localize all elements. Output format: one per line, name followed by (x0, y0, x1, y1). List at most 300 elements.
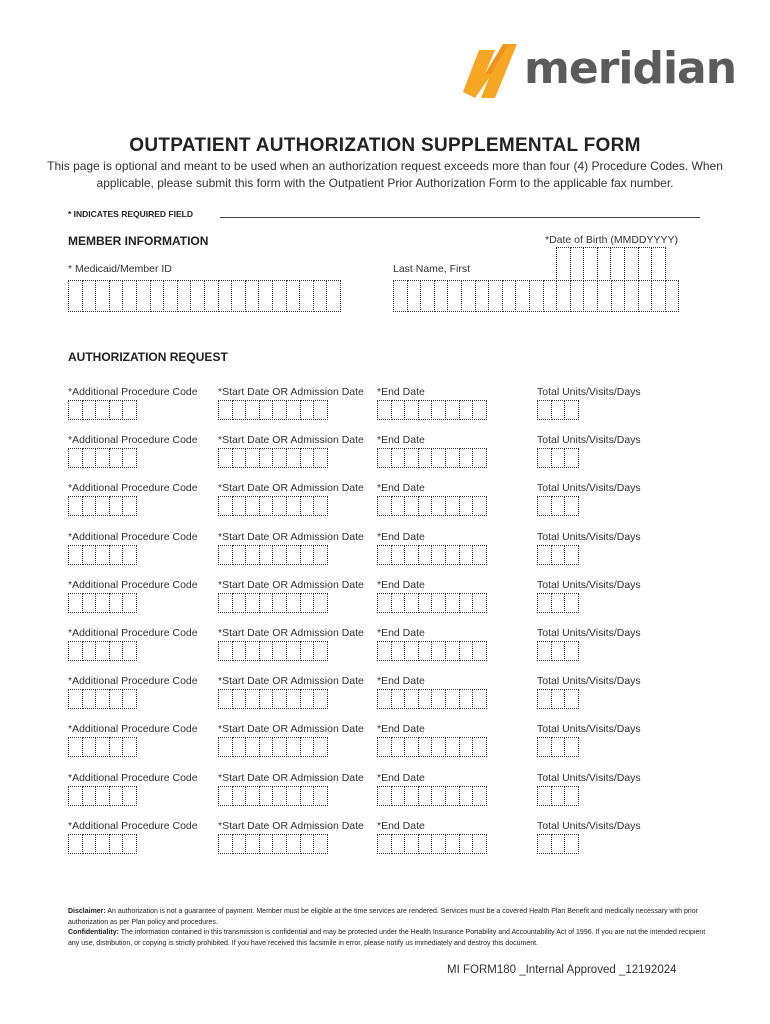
procedure-code-field[interactable] (68, 834, 136, 854)
procedure-code-char-box[interactable] (82, 545, 97, 565)
start-date-char-box[interactable] (218, 737, 233, 757)
end-date-char-box[interactable] (377, 400, 392, 420)
start-date-char-box[interactable] (272, 737, 287, 757)
total-units-char-box[interactable] (537, 496, 552, 516)
procedure-code-field[interactable] (68, 689, 136, 709)
end-date-char-box[interactable] (404, 400, 419, 420)
end-date-char-box[interactable] (418, 737, 433, 757)
start-date-char-box[interactable] (300, 737, 315, 757)
end-date-char-box[interactable] (459, 786, 474, 806)
end-date-field[interactable] (377, 689, 486, 709)
start-date-char-box[interactable] (259, 400, 274, 420)
total-units-char-box[interactable] (537, 641, 552, 661)
end-date-field[interactable] (377, 400, 486, 420)
procedure-code-char-box[interactable] (122, 400, 137, 420)
end-date-char-box[interactable] (472, 593, 487, 613)
total-units-field[interactable] (537, 400, 578, 420)
start-date-field[interactable] (218, 400, 327, 420)
medicaid-id-char-box[interactable] (245, 280, 260, 312)
start-date-char-box[interactable] (232, 448, 247, 468)
start-date-char-box[interactable] (245, 593, 260, 613)
start-date-char-box[interactable] (232, 641, 247, 661)
end-date-char-box[interactable] (459, 593, 474, 613)
procedure-code-char-box[interactable] (68, 737, 83, 757)
end-date-char-box[interactable] (377, 593, 392, 613)
start-date-char-box[interactable] (300, 641, 315, 661)
end-date-char-box[interactable] (459, 448, 474, 468)
procedure-code-char-box[interactable] (68, 834, 83, 854)
dob-digit-box[interactable] (556, 247, 571, 281)
procedure-code-char-box[interactable] (109, 737, 124, 757)
medicaid-id-char-box[interactable] (204, 280, 219, 312)
member-name-char-box[interactable] (556, 280, 571, 312)
end-date-char-box[interactable] (377, 545, 392, 565)
start-date-char-box[interactable] (232, 496, 247, 516)
start-date-char-box[interactable] (313, 545, 328, 565)
start-date-char-box[interactable] (286, 641, 301, 661)
end-date-char-box[interactable] (418, 641, 433, 661)
member-name-char-box[interactable] (638, 280, 653, 312)
dob-digit-box[interactable] (597, 247, 612, 281)
start-date-char-box[interactable] (300, 400, 315, 420)
procedure-code-char-box[interactable] (122, 496, 137, 516)
end-date-char-box[interactable] (404, 448, 419, 468)
start-date-char-box[interactable] (232, 834, 247, 854)
procedure-code-char-box[interactable] (122, 593, 137, 613)
member-name-char-box[interactable] (624, 280, 639, 312)
medicaid-id-char-box[interactable] (326, 280, 341, 312)
procedure-code-char-box[interactable] (82, 737, 97, 757)
end-date-char-box[interactable] (418, 786, 433, 806)
start-date-char-box[interactable] (218, 689, 233, 709)
start-date-char-box[interactable] (232, 545, 247, 565)
end-date-char-box[interactable] (445, 400, 460, 420)
medicaid-id-char-box[interactable] (136, 280, 151, 312)
start-date-char-box[interactable] (300, 786, 315, 806)
member-name-char-box[interactable] (665, 280, 680, 312)
total-units-char-box[interactable] (564, 786, 579, 806)
start-date-char-box[interactable] (259, 689, 274, 709)
member-name-char-box[interactable] (583, 280, 598, 312)
end-date-char-box[interactable] (404, 593, 419, 613)
end-date-char-box[interactable] (418, 400, 433, 420)
procedure-code-char-box[interactable] (95, 689, 110, 709)
medicaid-id-char-box[interactable] (109, 280, 124, 312)
start-date-char-box[interactable] (259, 496, 274, 516)
start-date-char-box[interactable] (218, 496, 233, 516)
member-name-char-box[interactable] (543, 280, 558, 312)
start-date-char-box[interactable] (259, 737, 274, 757)
medicaid-id-field[interactable] (68, 280, 340, 312)
end-date-char-box[interactable] (445, 689, 460, 709)
end-date-char-box[interactable] (391, 496, 406, 516)
medicaid-id-char-box[interactable] (299, 280, 314, 312)
end-date-char-box[interactable] (404, 641, 419, 661)
end-date-char-box[interactable] (391, 400, 406, 420)
procedure-code-field[interactable] (68, 786, 136, 806)
start-date-char-box[interactable] (272, 400, 287, 420)
start-date-char-box[interactable] (286, 737, 301, 757)
end-date-char-box[interactable] (391, 737, 406, 757)
medicaid-id-char-box[interactable] (163, 280, 178, 312)
total-units-field[interactable] (537, 737, 578, 757)
member-name-char-box[interactable] (393, 280, 408, 312)
start-date-char-box[interactable] (218, 448, 233, 468)
start-date-char-box[interactable] (272, 689, 287, 709)
total-units-field[interactable] (537, 689, 578, 709)
end-date-char-box[interactable] (391, 593, 406, 613)
procedure-code-char-box[interactable] (95, 448, 110, 468)
end-date-char-box[interactable] (391, 448, 406, 468)
end-date-char-box[interactable] (431, 400, 446, 420)
start-date-char-box[interactable] (245, 496, 260, 516)
end-date-char-box[interactable] (418, 545, 433, 565)
procedure-code-char-box[interactable] (122, 641, 137, 661)
end-date-char-box[interactable] (472, 737, 487, 757)
end-date-char-box[interactable] (431, 496, 446, 516)
total-units-char-box[interactable] (551, 834, 566, 854)
start-date-char-box[interactable] (245, 834, 260, 854)
end-date-field[interactable] (377, 448, 486, 468)
end-date-char-box[interactable] (377, 689, 392, 709)
start-date-char-box[interactable] (259, 834, 274, 854)
start-date-field[interactable] (218, 593, 327, 613)
procedure-code-char-box[interactable] (95, 545, 110, 565)
start-date-char-box[interactable] (218, 786, 233, 806)
end-date-char-box[interactable] (391, 641, 406, 661)
total-units-char-box[interactable] (564, 448, 579, 468)
start-date-char-box[interactable] (259, 786, 274, 806)
end-date-char-box[interactable] (472, 641, 487, 661)
total-units-char-box[interactable] (537, 689, 552, 709)
medicaid-id-char-box[interactable] (313, 280, 328, 312)
member-name-char-box[interactable] (488, 280, 503, 312)
end-date-char-box[interactable] (431, 689, 446, 709)
total-units-field[interactable] (537, 641, 578, 661)
procedure-code-char-box[interactable] (95, 641, 110, 661)
medicaid-id-char-box[interactable] (258, 280, 273, 312)
end-date-char-box[interactable] (459, 545, 474, 565)
dob-digit-box[interactable] (624, 247, 639, 281)
total-units-char-box[interactable] (564, 400, 579, 420)
end-date-char-box[interactable] (459, 496, 474, 516)
total-units-char-box[interactable] (551, 400, 566, 420)
medicaid-id-char-box[interactable] (231, 280, 246, 312)
start-date-char-box[interactable] (218, 834, 233, 854)
total-units-char-box[interactable] (537, 593, 552, 613)
start-date-char-box[interactable] (245, 737, 260, 757)
procedure-code-char-box[interactable] (82, 641, 97, 661)
start-date-char-box[interactable] (286, 786, 301, 806)
medicaid-id-char-box[interactable] (218, 280, 233, 312)
end-date-char-box[interactable] (431, 641, 446, 661)
start-date-char-box[interactable] (218, 545, 233, 565)
end-date-field[interactable] (377, 641, 486, 661)
total-units-char-box[interactable] (564, 641, 579, 661)
start-date-char-box[interactable] (286, 545, 301, 565)
start-date-char-box[interactable] (232, 400, 247, 420)
procedure-code-char-box[interactable] (68, 448, 83, 468)
start-date-char-box[interactable] (286, 593, 301, 613)
start-date-char-box[interactable] (259, 545, 274, 565)
procedure-code-field[interactable] (68, 737, 136, 757)
end-date-char-box[interactable] (472, 400, 487, 420)
end-date-char-box[interactable] (391, 786, 406, 806)
end-date-char-box[interactable] (404, 786, 419, 806)
end-date-char-box[interactable] (459, 834, 474, 854)
total-units-char-box[interactable] (537, 400, 552, 420)
procedure-code-char-box[interactable] (122, 545, 137, 565)
member-name-char-box[interactable] (461, 280, 476, 312)
start-date-char-box[interactable] (272, 593, 287, 613)
start-date-char-box[interactable] (245, 545, 260, 565)
procedure-code-field[interactable] (68, 641, 136, 661)
total-units-char-box[interactable] (551, 593, 566, 613)
member-name-char-box[interactable] (597, 280, 612, 312)
medicaid-id-char-box[interactable] (150, 280, 165, 312)
start-date-field[interactable] (218, 545, 327, 565)
start-date-char-box[interactable] (313, 689, 328, 709)
start-date-char-box[interactable] (218, 400, 233, 420)
start-date-char-box[interactable] (245, 786, 260, 806)
start-date-char-box[interactable] (232, 786, 247, 806)
end-date-char-box[interactable] (472, 786, 487, 806)
start-date-char-box[interactable] (272, 786, 287, 806)
procedure-code-char-box[interactable] (68, 641, 83, 661)
dob-digit-box[interactable] (570, 247, 585, 281)
start-date-char-box[interactable] (259, 641, 274, 661)
procedure-code-char-box[interactable] (95, 593, 110, 613)
end-date-char-box[interactable] (431, 786, 446, 806)
start-date-char-box[interactable] (272, 496, 287, 516)
procedure-code-char-box[interactable] (82, 448, 97, 468)
procedure-code-char-box[interactable] (95, 834, 110, 854)
start-date-char-box[interactable] (313, 641, 328, 661)
start-date-char-box[interactable] (232, 689, 247, 709)
medicaid-id-char-box[interactable] (177, 280, 192, 312)
total-units-char-box[interactable] (564, 593, 579, 613)
procedure-code-char-box[interactable] (109, 786, 124, 806)
member-name-char-box[interactable] (515, 280, 530, 312)
start-date-char-box[interactable] (313, 496, 328, 516)
start-date-char-box[interactable] (245, 448, 260, 468)
procedure-code-field[interactable] (68, 448, 136, 468)
total-units-char-box[interactable] (564, 496, 579, 516)
total-units-char-box[interactable] (551, 786, 566, 806)
end-date-char-box[interactable] (472, 496, 487, 516)
start-date-char-box[interactable] (245, 641, 260, 661)
end-date-char-box[interactable] (459, 641, 474, 661)
total-units-char-box[interactable] (551, 689, 566, 709)
total-units-char-box[interactable] (537, 834, 552, 854)
start-date-char-box[interactable] (245, 689, 260, 709)
end-date-char-box[interactable] (418, 834, 433, 854)
procedure-code-char-box[interactable] (68, 400, 83, 420)
end-date-char-box[interactable] (472, 545, 487, 565)
medicaid-id-char-box[interactable] (286, 280, 301, 312)
end-date-char-box[interactable] (418, 689, 433, 709)
member-name-char-box[interactable] (611, 280, 626, 312)
total-units-char-box[interactable] (551, 496, 566, 516)
start-date-char-box[interactable] (259, 448, 274, 468)
end-date-char-box[interactable] (418, 448, 433, 468)
dob-digit-box[interactable] (610, 247, 625, 281)
total-units-char-box[interactable] (551, 545, 566, 565)
end-date-char-box[interactable] (445, 496, 460, 516)
start-date-char-box[interactable] (313, 737, 328, 757)
start-date-char-box[interactable] (286, 834, 301, 854)
start-date-char-box[interactable] (286, 448, 301, 468)
end-date-char-box[interactable] (377, 786, 392, 806)
dob-digit-box[interactable] (638, 247, 653, 281)
end-date-char-box[interactable] (391, 545, 406, 565)
end-date-char-box[interactable] (472, 834, 487, 854)
procedure-code-char-box[interactable] (122, 737, 137, 757)
procedure-code-char-box[interactable] (68, 786, 83, 806)
start-date-field[interactable] (218, 641, 327, 661)
start-date-char-box[interactable] (300, 448, 315, 468)
start-date-field[interactable] (218, 834, 327, 854)
procedure-code-char-box[interactable] (82, 593, 97, 613)
end-date-char-box[interactable] (377, 496, 392, 516)
end-date-char-box[interactable] (404, 689, 419, 709)
end-date-char-box[interactable] (431, 593, 446, 613)
start-date-field[interactable] (218, 737, 327, 757)
start-date-char-box[interactable] (300, 593, 315, 613)
total-units-field[interactable] (537, 834, 578, 854)
end-date-char-box[interactable] (431, 737, 446, 757)
medicaid-id-char-box[interactable] (190, 280, 205, 312)
total-units-field[interactable] (537, 593, 578, 613)
member-name-char-box[interactable] (570, 280, 585, 312)
total-units-char-box[interactable] (564, 545, 579, 565)
procedure-code-char-box[interactable] (82, 400, 97, 420)
start-date-char-box[interactable] (313, 834, 328, 854)
procedure-code-char-box[interactable] (109, 689, 124, 709)
medicaid-id-char-box[interactable] (82, 280, 97, 312)
end-date-char-box[interactable] (391, 689, 406, 709)
start-date-char-box[interactable] (218, 593, 233, 613)
start-date-char-box[interactable] (272, 834, 287, 854)
start-date-char-box[interactable] (300, 834, 315, 854)
procedure-code-char-box[interactable] (95, 400, 110, 420)
member-name-char-box[interactable] (651, 280, 666, 312)
procedure-code-char-box[interactable] (122, 786, 137, 806)
start-date-char-box[interactable] (286, 400, 301, 420)
procedure-code-char-box[interactable] (109, 400, 124, 420)
procedure-code-char-box[interactable] (109, 593, 124, 613)
total-units-field[interactable] (537, 545, 578, 565)
procedure-code-char-box[interactable] (109, 834, 124, 854)
start-date-field[interactable] (218, 448, 327, 468)
end-date-char-box[interactable] (472, 448, 487, 468)
member-name-char-box[interactable] (434, 280, 449, 312)
procedure-code-char-box[interactable] (122, 834, 137, 854)
start-date-char-box[interactable] (300, 689, 315, 709)
end-date-char-box[interactable] (459, 689, 474, 709)
procedure-code-char-box[interactable] (68, 689, 83, 709)
start-date-char-box[interactable] (272, 641, 287, 661)
end-date-char-box[interactable] (377, 834, 392, 854)
start-date-char-box[interactable] (300, 545, 315, 565)
total-units-char-box[interactable] (564, 689, 579, 709)
start-date-char-box[interactable] (300, 496, 315, 516)
total-units-char-box[interactable] (551, 641, 566, 661)
end-date-char-box[interactable] (404, 545, 419, 565)
procedure-code-char-box[interactable] (68, 545, 83, 565)
procedure-code-char-box[interactable] (95, 496, 110, 516)
procedure-code-char-box[interactable] (82, 496, 97, 516)
procedure-code-field[interactable] (68, 496, 136, 516)
dob-digit-box[interactable] (651, 247, 666, 281)
start-date-field[interactable] (218, 496, 327, 516)
start-date-char-box[interactable] (313, 786, 328, 806)
member-name-char-box[interactable] (420, 280, 435, 312)
end-date-char-box[interactable] (445, 545, 460, 565)
procedure-code-char-box[interactable] (122, 448, 137, 468)
procedure-code-field[interactable] (68, 400, 136, 420)
start-date-char-box[interactable] (259, 593, 274, 613)
start-date-char-box[interactable] (218, 641, 233, 661)
start-date-char-box[interactable] (313, 448, 328, 468)
start-date-char-box[interactable] (232, 593, 247, 613)
procedure-code-char-box[interactable] (95, 786, 110, 806)
procedure-code-field[interactable] (68, 593, 136, 613)
end-date-char-box[interactable] (459, 737, 474, 757)
member-name-char-box[interactable] (407, 280, 422, 312)
medicaid-id-char-box[interactable] (68, 280, 83, 312)
end-date-char-box[interactable] (418, 496, 433, 516)
end-date-char-box[interactable] (445, 786, 460, 806)
total-units-char-box[interactable] (537, 737, 552, 757)
start-date-field[interactable] (218, 689, 327, 709)
procedure-code-char-box[interactable] (109, 641, 124, 661)
procedure-code-char-box[interactable] (68, 593, 83, 613)
start-date-field[interactable] (218, 786, 327, 806)
end-date-field[interactable] (377, 593, 486, 613)
end-date-char-box[interactable] (404, 496, 419, 516)
end-date-char-box[interactable] (445, 593, 460, 613)
procedure-code-char-box[interactable] (82, 834, 97, 854)
start-date-char-box[interactable] (286, 689, 301, 709)
start-date-char-box[interactable] (232, 737, 247, 757)
end-date-char-box[interactable] (391, 834, 406, 854)
end-date-char-box[interactable] (445, 834, 460, 854)
procedure-code-char-box[interactable] (82, 786, 97, 806)
end-date-field[interactable] (377, 496, 486, 516)
end-date-char-box[interactable] (445, 448, 460, 468)
end-date-field[interactable] (377, 737, 486, 757)
procedure-code-field[interactable] (68, 545, 136, 565)
member-name-char-box[interactable] (529, 280, 544, 312)
total-units-field[interactable] (537, 448, 578, 468)
total-units-char-box[interactable] (551, 737, 566, 757)
end-date-char-box[interactable] (377, 641, 392, 661)
start-date-char-box[interactable] (286, 496, 301, 516)
end-date-char-box[interactable] (418, 593, 433, 613)
end-date-char-box[interactable] (472, 689, 487, 709)
total-units-char-box[interactable] (537, 786, 552, 806)
end-date-char-box[interactable] (377, 448, 392, 468)
procedure-code-char-box[interactable] (68, 496, 83, 516)
procedure-code-char-box[interactable] (82, 689, 97, 709)
procedure-code-char-box[interactable] (95, 737, 110, 757)
total-units-char-box[interactable] (564, 834, 579, 854)
dob-digit-box[interactable] (583, 247, 598, 281)
total-units-char-box[interactable] (537, 448, 552, 468)
start-date-char-box[interactable] (272, 545, 287, 565)
start-date-char-box[interactable] (313, 400, 328, 420)
